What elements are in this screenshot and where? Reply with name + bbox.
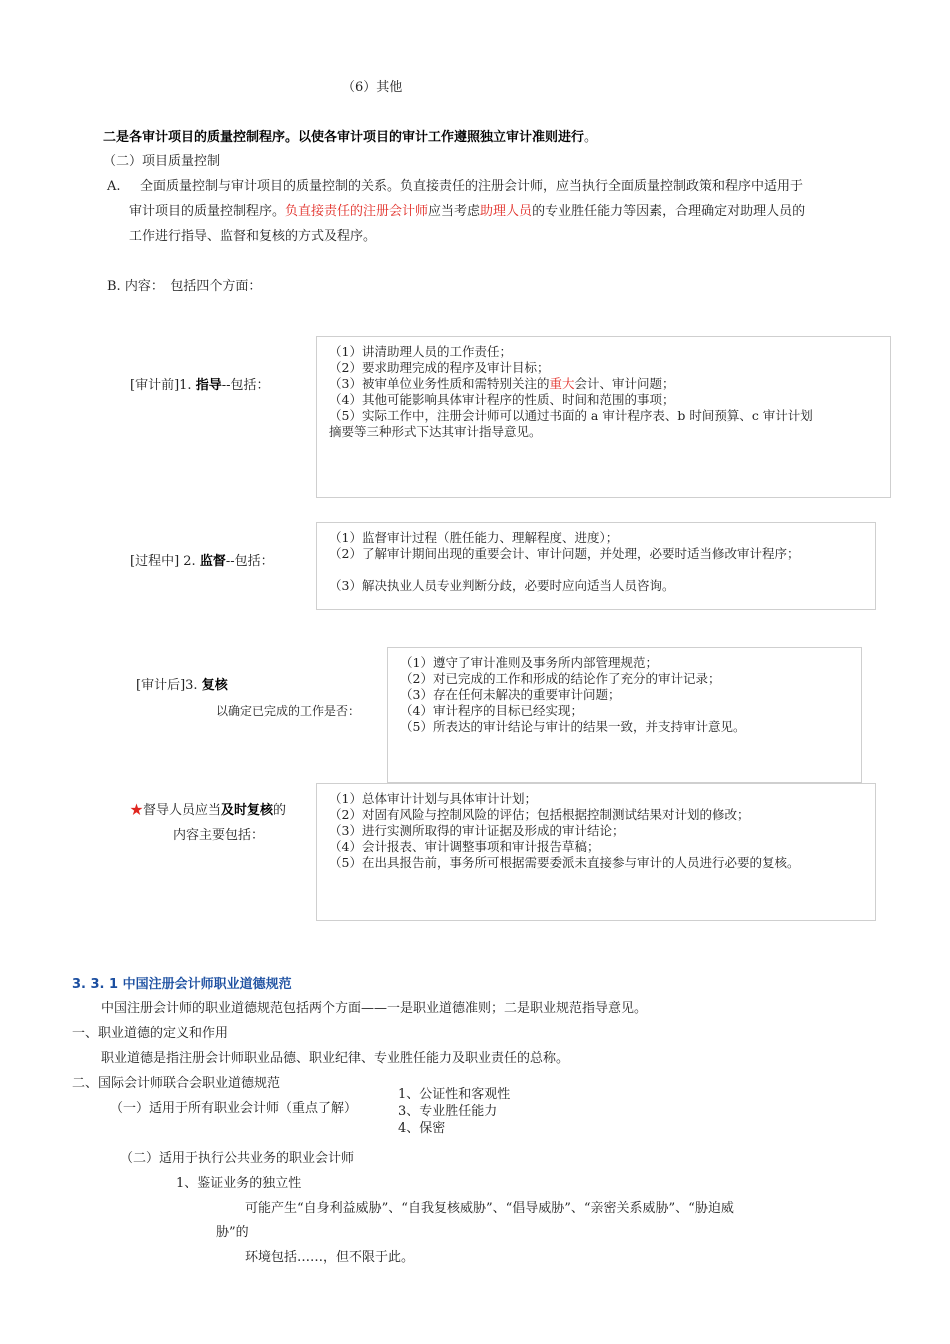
guide-item-1: （1）讲清助理人员的工作责任；: [329, 344, 512, 359]
review-item-5: （5）所表达的审计结论与审计的结果一致，并支持审计意见。: [400, 719, 746, 734]
supervise-label: [过程中] 2. 监督--包括：: [130, 554, 274, 569]
timely-item-2: （2）对固有风险与控制风险的评估；包括根据控制测试结果对计划的修改；: [329, 807, 750, 822]
b-content-line: B. 内容： 包括四个方面：: [107, 279, 262, 294]
supervise-item-2: （2）了解审计期间出现的重要会计、审计问题，并处理，必要时适当修改审计程序；: [329, 546, 800, 561]
timely-item-3: （3）进行实测所取得的审计证据及形成的审计结论；: [329, 823, 625, 838]
review-item-1: （1）遵守了审计准则及事务所内部管理规范；: [400, 655, 658, 670]
section-heading: 3. 3. 1 中国注册会计师职业道德规范: [72, 977, 292, 992]
guide-item-3: （3）被审单位业务性质和需特别关注的重大会计、审计问题；: [329, 376, 675, 391]
timely-item-1: （1）总体审计计划与具体审计计划；: [329, 791, 537, 806]
a-label: A.: [107, 179, 121, 194]
timely-review-label: ★督导人员应当及时复核的: [130, 803, 287, 818]
review-item-2: （2）对已完成的工作和形成的结论作了充分的审计记录；: [400, 671, 721, 686]
threat-line-3: 环境包括……，但不限于此。: [245, 1250, 415, 1265]
project-quality-control-heading: （二）项目质量控制: [103, 154, 221, 169]
ethics-intro: 中国注册会计师的职业道德规范包括两个方面——一是职业道德准则；二是职业规范指导意见。: [101, 1001, 648, 1016]
a-paragraph-line2: 审计项目的质量控制程序。负直接责任的注册会计师应当考虑助理人员的专业胜任能力等因素，合理确定对助理人员的: [129, 204, 806, 219]
threat-line-2: 胁”的: [216, 1225, 249, 1240]
supervise-box: [316, 522, 876, 610]
section-one-text: 职业道德是指注册会计师职业品德、职业纪律、专业胜任能力及职业责任的总称。: [101, 1051, 570, 1066]
a-paragraph-line3: 工作进行指导、监督和复核的方式及程序。: [129, 229, 377, 244]
section-two-sub2: （二）适用于执行公共业务的职业会计师: [120, 1151, 355, 1166]
review-sub-label: 以确定已完成的工作是否：: [216, 704, 361, 718]
section-one-title: 一、职业道德的定义和作用: [72, 1026, 229, 1041]
quality-procedure-statement: 二是各审计项目的质量控制程序。以使各审计项目的审计工作遵照独立审计准则进行。: [103, 130, 598, 145]
principle-4: 4、保密: [398, 1121, 446, 1136]
review-item-3: （3）存在任何未解决的重要审计问题；: [400, 687, 621, 702]
review-item-4: （4）审计程序的目标已经实现；: [400, 703, 583, 718]
guide-label: [审计前]1. 指导--包括：: [130, 378, 270, 393]
timely-item-4: （4）会计报表、审计调整事项和审计报告草稿；: [329, 839, 600, 854]
guide-item-5-cont: 摘要等三种形式下达其审计指导意见。: [329, 424, 542, 439]
guide-item-4: （4）其他可能影响具体审计程序的性质、时间和范围的事项；: [329, 392, 675, 407]
guide-box: [316, 336, 891, 498]
section-two-sub1: （一）适用于所有职业会计师（重点了解）: [110, 1101, 358, 1116]
section-two-title: 二、国际会计师联合会职业道德规范: [72, 1076, 281, 1091]
timely-item-5: （5）在出具报告前，事务所可根据需要委派未直接参与审计的人员进行必要的复核。: [329, 855, 800, 870]
review-label: [审计后]3. 复核: [136, 678, 228, 693]
timely-review-sub-label: 内容主要包括：: [173, 828, 265, 843]
review-box: [387, 647, 862, 783]
principle-1: 1、公证性和客观性: [398, 1087, 511, 1102]
a-paragraph-line1: 全面质量控制与审计项目的质量控制的关系。负直接责任的注册会计师，应当执行全面质量控制政策和程序中适用于: [140, 179, 804, 194]
independence-title: 1、鉴证业务的独立性: [176, 1176, 302, 1191]
principle-3: 3、专业胜任能力: [398, 1104, 498, 1119]
guide-item-5: （5）实际工作中，注册会计师可以通过书面的 a 审计程序表、b 时间预算、c 审计计划: [329, 408, 813, 423]
supervise-item-3: （3）解决执业人员专业判断分歧，必要时应向适当人员咨询。: [329, 578, 675, 593]
timely-review-box: [316, 783, 876, 921]
item-6: （6）其他: [342, 80, 403, 95]
threat-line-1: 可能产生“自身利益威胁”、“自我复核威胁”、“倡导威胁”、“亲密关系威胁”、“胁迫威: [245, 1201, 734, 1216]
guide-item-2: （2）要求助理完成的程序及审计目标；: [329, 360, 550, 375]
star-icon: ★: [130, 803, 144, 818]
supervise-item-1: （1）监督审计过程（胜任能力、理解程度、进度）；: [329, 530, 619, 545]
